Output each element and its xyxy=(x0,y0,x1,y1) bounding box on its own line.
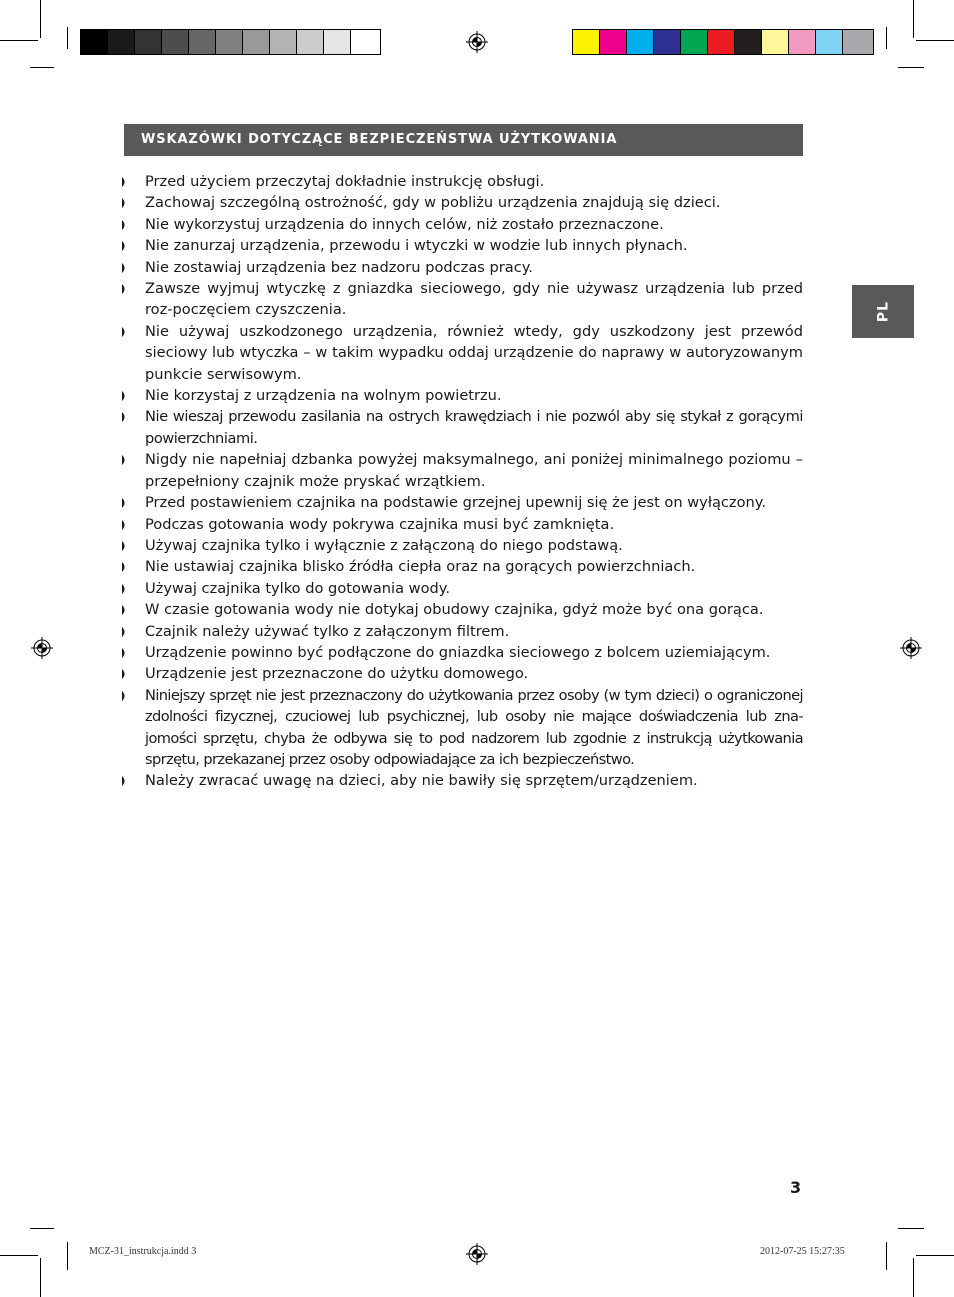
color-swatch xyxy=(681,30,708,54)
list-item xyxy=(122,492,803,513)
list-item xyxy=(122,321,803,385)
grey-swatch xyxy=(135,30,162,54)
list-item xyxy=(122,192,803,213)
list-item-text: Urządzenie powinno być podłączone do gniazdka sieciowego z bolcem uziemiającym. xyxy=(145,643,771,661)
list-item xyxy=(122,556,803,577)
bullet-icon xyxy=(122,391,127,401)
bullet-icon xyxy=(122,776,127,786)
list-item-text: Podczas gotowania wody pokrywa czajnika musi być zamknięta. xyxy=(145,515,615,533)
registration-mark-icon xyxy=(900,637,922,659)
grey-swatch xyxy=(351,30,380,54)
bullet-icon xyxy=(122,627,127,637)
bullet-icon xyxy=(122,584,127,594)
safety-list xyxy=(122,171,803,792)
list-item xyxy=(122,214,803,235)
color-swatch xyxy=(816,30,843,54)
grey-swatch xyxy=(189,30,216,54)
grey-swatch xyxy=(216,30,243,54)
list-item-text: Nie zostawiaj urządzenia bez nadzoru podczas pracy. xyxy=(145,258,533,276)
registration-mark-icon xyxy=(31,637,53,659)
process-color-bar xyxy=(572,29,874,55)
list-item xyxy=(122,385,803,406)
list-item xyxy=(122,685,803,771)
list-item xyxy=(122,663,803,684)
list-item xyxy=(122,171,803,192)
color-swatch xyxy=(708,30,735,54)
bullet-icon xyxy=(122,498,127,508)
section-title: WSKAZÓWKI DOTYCZĄCE BEZPIECZEŃSTWA UŻYTKOWANIA xyxy=(141,132,618,147)
list-item-text: Nie używaj uszkodzonego urządzenia, również wtedy, gdy uszkodzony jest przewód sieciowy lub wtyczka – w takim wypadku oddaj urządzenie do naprawy w autoryzowanym punkcie serwisowym. xyxy=(145,322,803,383)
language-tab-label: PL xyxy=(875,300,891,323)
list-item-text: Nie wykorzystuj urządzenia do innych celów, niż zostało przeznaczone. xyxy=(145,215,664,233)
page-number: 3 xyxy=(790,1178,802,1197)
bullet-icon xyxy=(122,455,127,465)
list-item-text: Używaj czajnika tylko i wyłącznie z załączoną do niego podstawą. xyxy=(145,536,623,554)
bullet-icon xyxy=(122,284,127,294)
list-item xyxy=(122,578,803,599)
color-swatch xyxy=(762,30,789,54)
list-item xyxy=(122,406,803,449)
grey-swatch xyxy=(162,30,189,54)
bullet-icon xyxy=(122,541,127,551)
list-item-text: Czajnik należy używać tylko z załączonym filtrem. xyxy=(145,622,510,640)
list-item xyxy=(122,235,803,256)
bullet-icon xyxy=(122,605,127,615)
grey-swatch xyxy=(324,30,351,54)
bullet-icon xyxy=(122,263,127,273)
bullet-icon xyxy=(122,198,127,208)
list-item xyxy=(122,257,803,278)
bullet-icon xyxy=(122,412,127,422)
list-item-text: Niniejszy sprzęt nie jest przeznaczony do użytkowania przez osoby (w tym dzieci) o ograniczonej zdolności fizycznej, czuciowej lub psychicznej, lub osoby nie mające doświadczenia lub zna-jomości sprzętu, chyba że odbywa się to pod nadzorem lub zgodnie z instrukcją użytkowania sprzętu, przekazanej przez osoby odpowiadające za ich bezpieczeństwo. xyxy=(145,686,803,768)
grey-swatch xyxy=(81,30,108,54)
grey-swatch xyxy=(297,30,324,54)
color-swatch xyxy=(654,30,681,54)
color-swatch xyxy=(735,30,762,54)
color-swatch xyxy=(843,30,873,54)
list-item-text: Zawsze wyjmuj wtyczkę z gniazdka sieciowego, gdy nie używasz urządzenia lub przed roz-poczęciem czyszczenia. xyxy=(145,280,803,319)
registration-mark-icon xyxy=(466,1243,488,1265)
bullet-icon xyxy=(122,327,127,337)
list-item-text: Używaj czajnika tylko do gotowania wody. xyxy=(145,579,450,597)
list-item-text: Należy zwracać uwagę na dzieci, aby nie bawiły się sprzętem/urządzeniem. xyxy=(145,772,698,790)
list-item-text: Nie korzystaj z urządzenia na wolnym powietrzu. xyxy=(145,387,502,405)
list-item-text: Urządzenie jest przeznaczone do użytku domowego. xyxy=(145,665,529,683)
list-item xyxy=(122,449,803,492)
bullet-icon xyxy=(122,177,127,187)
list-item-text: Nie zanurzaj urządzenia, przewodu i wtyczki w wodzie lub innych płynach. xyxy=(145,237,688,255)
color-swatch xyxy=(627,30,654,54)
color-swatch xyxy=(789,30,816,54)
slug-file: MCZ-31_instrukcja.indd 3 xyxy=(89,1246,197,1257)
bullet-icon xyxy=(122,669,127,679)
grey-swatch xyxy=(243,30,270,54)
registration-mark-icon xyxy=(466,31,488,53)
slug-date: 2012-07-25 15:27:35 xyxy=(760,1246,845,1257)
list-item xyxy=(122,514,803,535)
list-item-text: Przed postawieniem czajnika na podstawie grzejnej upewnij się że jest on wyłączony. xyxy=(145,494,766,512)
grey-color-bar xyxy=(80,29,381,55)
list-item xyxy=(122,621,803,642)
color-swatch xyxy=(600,30,627,54)
list-item-text: Nie wieszaj przewodu zasilania na ostrych krawędziach i nie pozwól aby się stykał z gorącymi powierzchniami. xyxy=(145,408,803,447)
color-swatch xyxy=(573,30,600,54)
list-item xyxy=(122,599,803,620)
list-item-text: W czasie gotowania wody nie dotykaj obudowy czajnika, gdyż może być ona gorąca. xyxy=(145,601,764,619)
list-item-text: Nigdy nie napełniaj dzbanka powyżej maksymalnego, ani poniżej minimalnego poziomu – przepełniony czajnik może pryskać wrzątkiem. xyxy=(145,451,803,490)
list-item xyxy=(122,642,803,663)
bullet-icon xyxy=(122,220,127,230)
list-item-text: Nie ustawiaj czajnika blisko źródła ciepła oraz na gorących powierzchniach. xyxy=(145,558,696,576)
list-item xyxy=(122,535,803,556)
language-tab xyxy=(852,285,914,338)
bullet-icon xyxy=(122,241,127,251)
bullet-icon xyxy=(122,520,127,530)
grey-swatch xyxy=(270,30,297,54)
list-item xyxy=(122,278,803,321)
bullet-icon xyxy=(122,562,127,572)
list-item-text: Zachowaj szczególną ostrożność, gdy w pobliżu urządzenia znajdują się dzieci. xyxy=(145,194,721,212)
list-item xyxy=(122,770,803,791)
grey-swatch xyxy=(108,30,135,54)
section-header xyxy=(124,124,803,156)
list-item-text: Przed użyciem przeczytaj dokładnie instrukcję obsługi. xyxy=(145,173,545,190)
bullet-icon xyxy=(122,648,127,658)
bullet-icon xyxy=(122,691,127,701)
